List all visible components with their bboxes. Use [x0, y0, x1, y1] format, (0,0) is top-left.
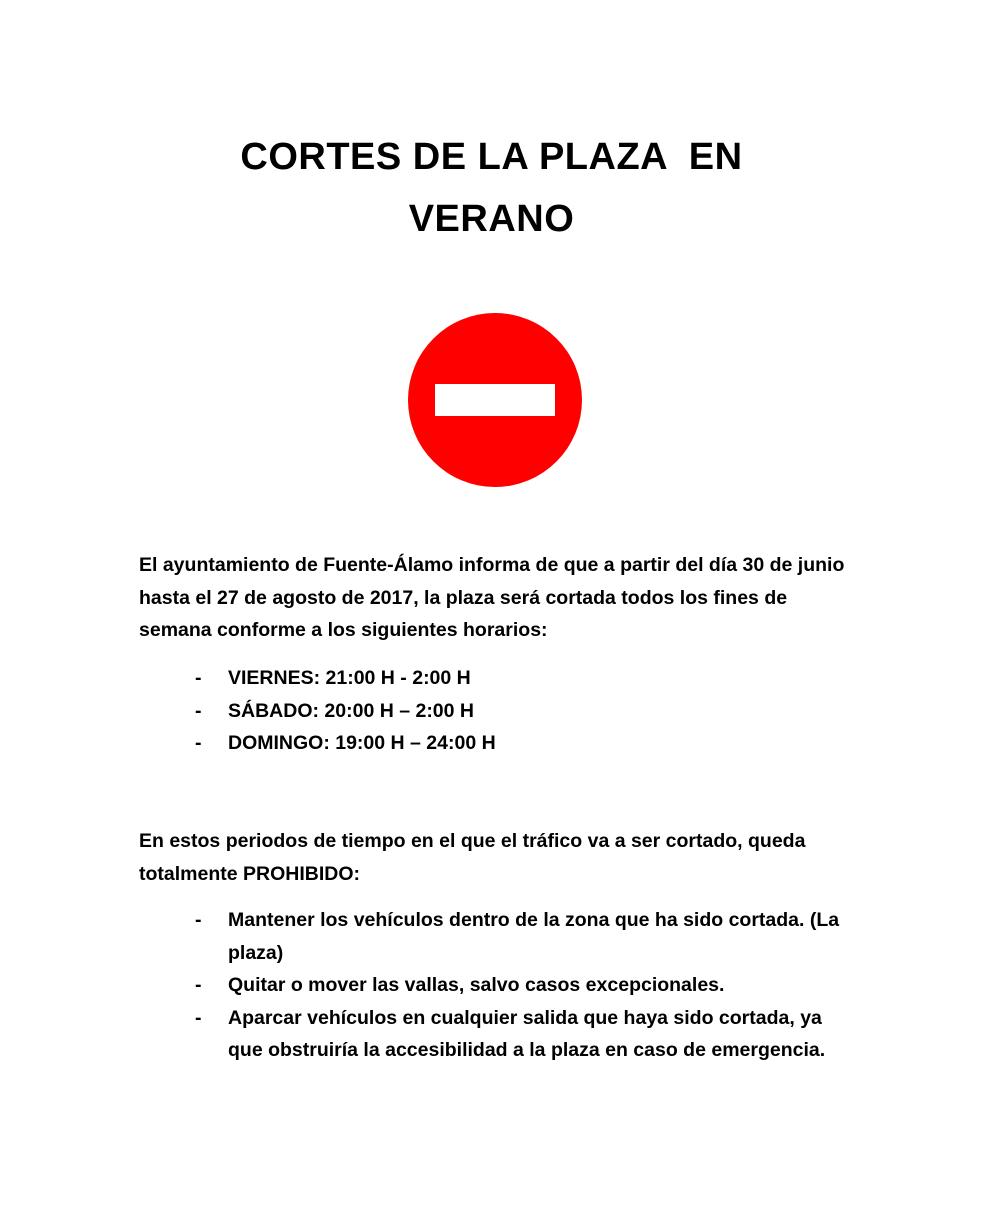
title-line-2: VERANO: [408, 198, 575, 240]
no-entry-bar: [435, 384, 555, 416]
list-dash: -: [195, 909, 202, 931]
list-item: [195, 695, 855, 728]
intro-paragraph: El ayuntamiento de Fuente-Álamo informa de que a partir del día 30 de junio hasta el 27 de agosto de 2017, la plaza será cortada todos los fines de semana conforme a los siguientes horarios:: [139, 554, 845, 641]
schedule-saturday: SÁBADO: 20:00 H – 2:00 H: [228, 699, 474, 722]
list-item: [195, 727, 855, 760]
list-item: [195, 662, 855, 695]
warning-paragraph: En estos periodos de tiempo en el que el tráfico va a ser cortado, queda totalmente PROHIBIDO:: [139, 830, 806, 885]
schedule-sunday: DOMINGO: 19:00 H – 24:00 H: [228, 732, 496, 754]
list-dash: -: [195, 1006, 202, 1029]
list-dash: -: [195, 732, 202, 754]
list-item: [195, 904, 855, 969]
title-line-1: CORTES DE LA PLAZA EN: [240, 136, 743, 178]
no-entry-icon: [407, 312, 583, 488]
list-dash: -: [195, 667, 202, 689]
prohibitions-list: [195, 904, 855, 1067]
list-item: [195, 969, 855, 1002]
list-dash: -: [195, 974, 202, 996]
prohibition-parking: Aparcar vehículos en cualquier salida que haya sido cortada, ya que obstruiría la accesibilidad a la plaza en caso de emergencia.: [228, 1006, 826, 1061]
prohibition-vehicles: Mantener los vehículos dentro de la zona que ha sido cortada. (La plaza): [228, 909, 840, 964]
schedule-friday: VIERNES: 21:00 H - 2:00 H: [228, 667, 471, 689]
schedule-list: [195, 662, 855, 760]
list-dash: -: [195, 699, 202, 722]
prohibition-fences: Quitar o mover las vallas, salvo casos excepcionales.: [228, 974, 725, 996]
page-title: [0, 126, 983, 250]
list-item: [195, 1002, 855, 1067]
